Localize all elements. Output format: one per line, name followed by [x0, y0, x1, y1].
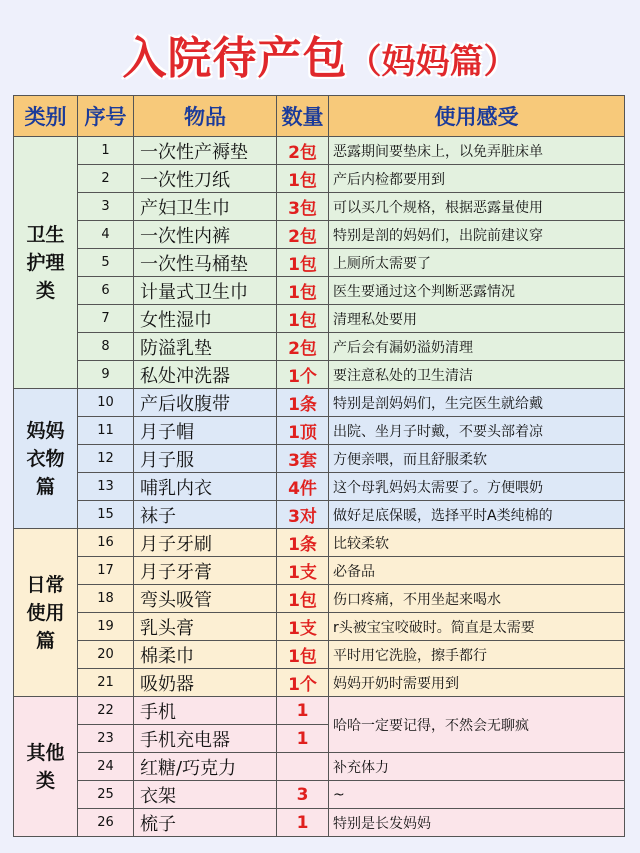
- usage-note: 恶露期间要垫床上，以免弄脏床单: [329, 137, 625, 165]
- item-name: 袜子: [134, 501, 277, 529]
- usage-note: 这个母乳妈妈太需要了。方便喂奶: [329, 473, 625, 501]
- usage-note: 哈哈一定要记得，不然会无聊疯: [329, 697, 625, 753]
- item-name: 计量式卫生巾: [134, 277, 277, 305]
- row-number: 20: [78, 641, 134, 669]
- table-row: [14, 137, 625, 165]
- item-name: 私处冲洗器: [134, 361, 277, 389]
- item-name: 月子帽: [134, 417, 277, 445]
- row-number: 23: [78, 725, 134, 753]
- usage-note: r头被宝宝咬破时。简直是太需要: [329, 613, 625, 641]
- table-row: [14, 753, 625, 781]
- table-row: [14, 613, 625, 641]
- item-quantity: 1: [277, 809, 329, 837]
- item-name: 产后收腹带: [134, 389, 277, 417]
- item-quantity: 1: [277, 697, 329, 725]
- table-row: [14, 669, 625, 697]
- row-number: 3: [78, 193, 134, 221]
- table-row: [14, 781, 625, 809]
- header-category: 类别: [14, 96, 78, 137]
- title-main: 入院待产包: [122, 33, 348, 84]
- item-quantity: 1包: [277, 585, 329, 613]
- item-name: 防溢乳垫: [134, 333, 277, 361]
- usage-note: 特别是剖的妈妈们，出院前建议穿: [329, 221, 625, 249]
- table-row: [14, 389, 625, 417]
- usage-note: 比较柔软: [329, 529, 625, 557]
- item-quantity: [277, 753, 329, 781]
- checklist-table: [13, 95, 625, 837]
- table-row: [14, 249, 625, 277]
- table-row: [14, 361, 625, 389]
- table-row: [14, 501, 625, 529]
- category-cell: [14, 529, 78, 697]
- row-number: 7: [78, 305, 134, 333]
- row-number: 5: [78, 249, 134, 277]
- header-number: 序号: [78, 96, 134, 137]
- usage-note: 特别是剖妈妈们，生完医生就给戴: [329, 389, 625, 417]
- row-number: 2: [78, 165, 134, 193]
- usage-note: 平时用它洗脸，擦手都行: [329, 641, 625, 669]
- table-body: [14, 137, 625, 837]
- usage-note: 上厕所太需要了: [329, 249, 625, 277]
- usage-note: 特别是长发妈妈: [329, 809, 625, 837]
- usage-note: 产后内检都要用到: [329, 165, 625, 193]
- item-quantity: 1包: [277, 641, 329, 669]
- item-name: 一次性刀纸: [134, 165, 277, 193]
- item-name: 一次性产褥垫: [134, 137, 277, 165]
- table-row: [14, 809, 625, 837]
- category-label: 妈妈衣物篇: [26, 419, 65, 498]
- item-quantity: 1支: [277, 613, 329, 641]
- row-number: 22: [78, 697, 134, 725]
- table-row: [14, 445, 625, 473]
- item-quantity: 1顶: [277, 417, 329, 445]
- table-row: [14, 305, 625, 333]
- item-quantity: 1包: [277, 277, 329, 305]
- item-name: 乳头膏: [134, 613, 277, 641]
- item-quantity: 1: [277, 725, 329, 753]
- usage-note: 做好足底保暖，选择平时A类纯棉的: [329, 501, 625, 529]
- usage-note: ~: [329, 781, 625, 809]
- header-experience: 使用感受: [329, 96, 625, 137]
- table-row: [14, 529, 625, 557]
- row-number: 24: [78, 753, 134, 781]
- usage-note: 清理私处要用: [329, 305, 625, 333]
- category-label: 其他类: [26, 741, 65, 792]
- item-quantity: 1支: [277, 557, 329, 585]
- item-name: 月子服: [134, 445, 277, 473]
- row-number: 10: [78, 389, 134, 417]
- table-row: [14, 333, 625, 361]
- category-label: 卫生护理类: [26, 223, 65, 302]
- item-name: 吸奶器: [134, 669, 277, 697]
- row-number: 16: [78, 529, 134, 557]
- table-row: [14, 277, 625, 305]
- table-row: [14, 585, 625, 613]
- usage-note: 可以买几个规格，根据恶露量使用: [329, 193, 625, 221]
- header-row: [14, 96, 625, 137]
- item-name: 衣架: [134, 781, 277, 809]
- table-row: [14, 557, 625, 585]
- item-name: 弯头吸管: [134, 585, 277, 613]
- row-number: 21: [78, 669, 134, 697]
- usage-note: 方便亲喂，而且舒服柔软: [329, 445, 625, 473]
- row-number: 1: [78, 137, 134, 165]
- row-number: 6: [78, 277, 134, 305]
- table-row: [14, 697, 625, 725]
- item-quantity: 1包: [277, 165, 329, 193]
- item-name: 月子牙刷: [134, 529, 277, 557]
- row-number: 8: [78, 333, 134, 361]
- item-quantity: 1包: [277, 249, 329, 277]
- item-name: 红糖/巧克力: [134, 753, 277, 781]
- table-row: [14, 641, 625, 669]
- row-number: 26: [78, 809, 134, 837]
- title-sub: （妈妈篇）: [347, 42, 518, 82]
- item-quantity: 3: [277, 781, 329, 809]
- item-quantity: 2包: [277, 221, 329, 249]
- row-number: 15: [78, 501, 134, 529]
- item-quantity: 1条: [277, 529, 329, 557]
- category-label: 日常使用篇: [26, 573, 65, 652]
- usage-note: 妈妈开奶时需要用到: [329, 669, 625, 697]
- category-cell: [14, 697, 78, 837]
- item-name: 棉柔巾: [134, 641, 277, 669]
- usage-note: 医生要通过这个判断恶露情况: [329, 277, 625, 305]
- row-number: 17: [78, 557, 134, 585]
- item-name: 一次性马桶垫: [134, 249, 277, 277]
- table-row: [14, 193, 625, 221]
- item-quantity: 3包: [277, 193, 329, 221]
- table-row: [14, 473, 625, 501]
- item-quantity: 1条: [277, 389, 329, 417]
- item-name: 梳子: [134, 809, 277, 837]
- item-quantity: 3对: [277, 501, 329, 529]
- header-quantity: 数量: [277, 96, 329, 137]
- item-name: 产妇卫生巾: [134, 193, 277, 221]
- page-title: [0, 22, 640, 86]
- item-name: 手机充电器: [134, 725, 277, 753]
- item-name: 女性湿巾: [134, 305, 277, 333]
- header-item: 物品: [134, 96, 277, 137]
- item-quantity: 3套: [277, 445, 329, 473]
- row-number: 11: [78, 417, 134, 445]
- table-row: [14, 417, 625, 445]
- item-quantity: 1包: [277, 305, 329, 333]
- usage-note: 出院、坐月子时戴，不要头部着凉: [329, 417, 625, 445]
- item-quantity: 1个: [277, 669, 329, 697]
- usage-note: 要注意私处的卫生清洁: [329, 361, 625, 389]
- category-cell: [14, 137, 78, 389]
- usage-note: 补充体力: [329, 753, 625, 781]
- row-number: 13: [78, 473, 134, 501]
- table-row: [14, 165, 625, 193]
- table-row: [14, 221, 625, 249]
- usage-note: 产后会有漏奶溢奶清理: [329, 333, 625, 361]
- item-quantity: 4件: [277, 473, 329, 501]
- item-quantity: 2包: [277, 137, 329, 165]
- item-name: 手机: [134, 697, 277, 725]
- usage-note: 伤口疼痛，不用坐起来喝水: [329, 585, 625, 613]
- category-cell: [14, 389, 78, 529]
- item-name: 一次性内裤: [134, 221, 277, 249]
- row-number: 18: [78, 585, 134, 613]
- row-number: 25: [78, 781, 134, 809]
- item-quantity: 1个: [277, 361, 329, 389]
- row-number: 4: [78, 221, 134, 249]
- item-quantity: 2包: [277, 333, 329, 361]
- row-number: 19: [78, 613, 134, 641]
- row-number: 9: [78, 361, 134, 389]
- row-number: 12: [78, 445, 134, 473]
- item-name: 月子牙膏: [134, 557, 277, 585]
- item-name: 哺乳内衣: [134, 473, 277, 501]
- usage-note: 必备品: [329, 557, 625, 585]
